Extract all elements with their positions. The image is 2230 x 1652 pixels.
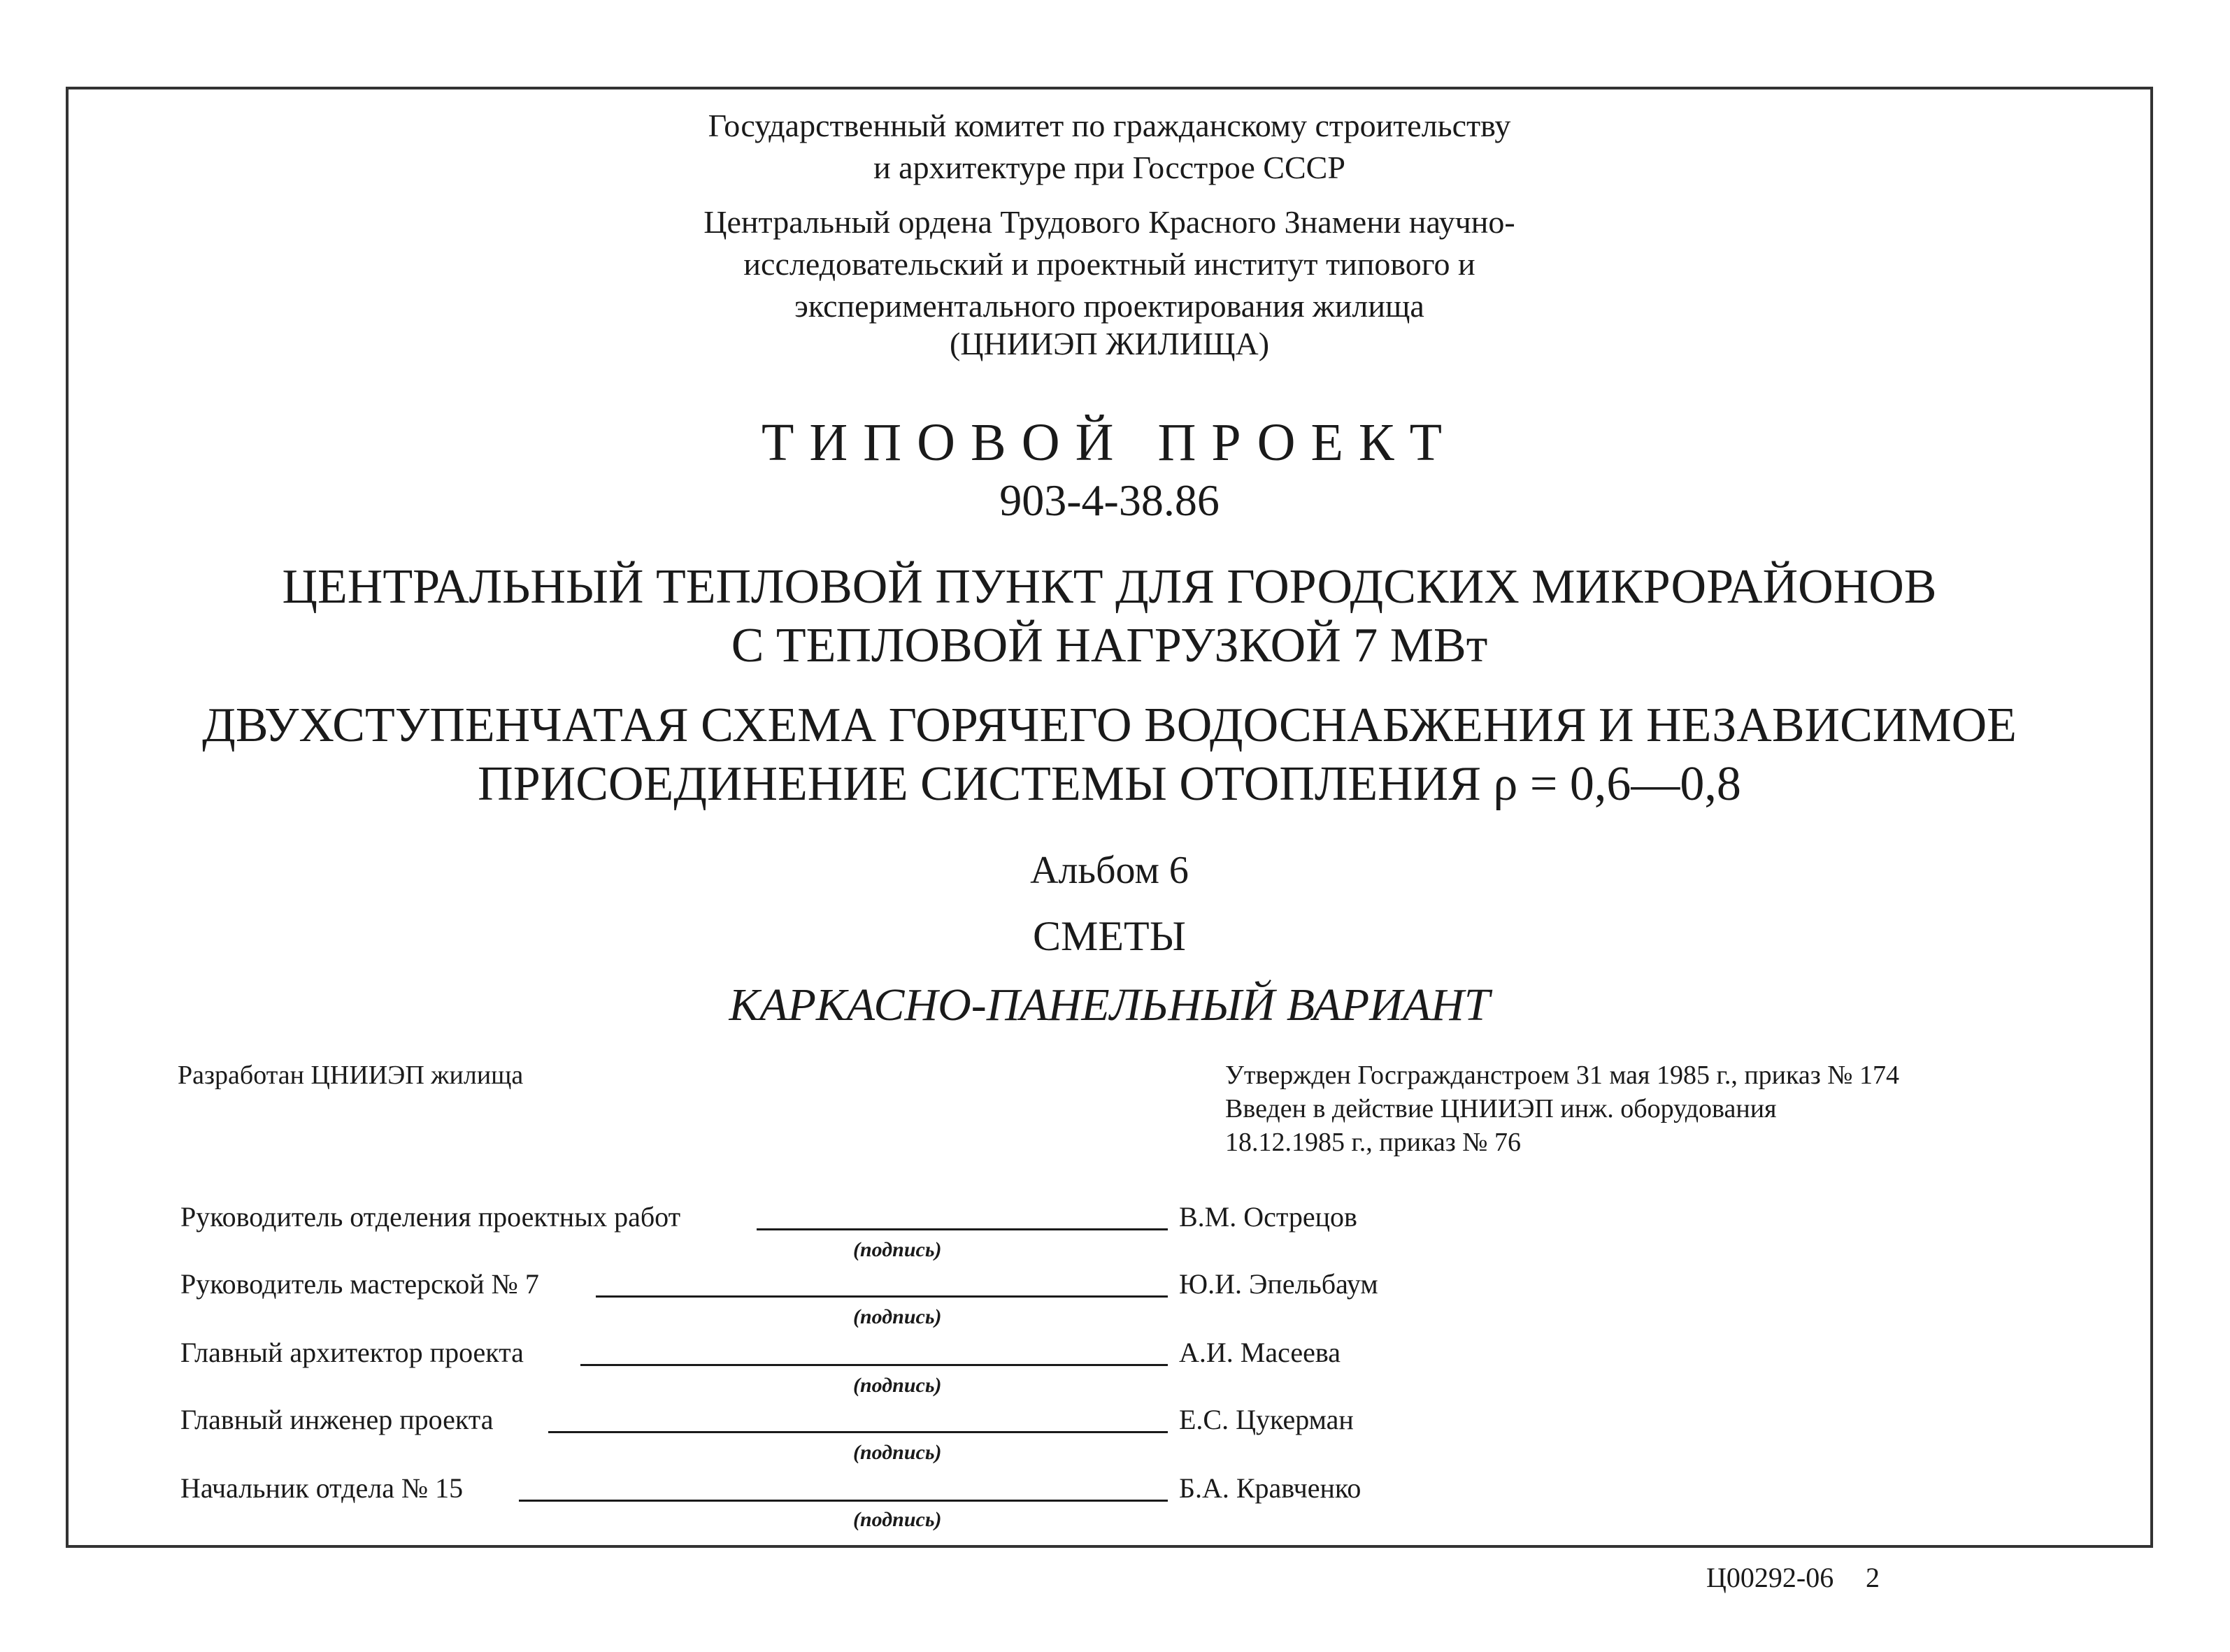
project-number: 903-4-38.86 (999, 475, 1220, 525)
main-title-line-2: С ТЕПЛОВОЙ НАГРУЗКОЙ 7 МВт (731, 619, 1488, 673)
institute-line-2: исследовательский и проектный институт типового и (743, 246, 1475, 282)
signature-name-4: Е.С. Цукерман (1179, 1404, 1354, 1435)
signature-line-1 (757, 1228, 1168, 1230)
project-type-title: ТИПОВОЙ ПРОЕКТ (761, 413, 1458, 472)
signature-role-3: Главный архитектор проекта (180, 1337, 524, 1368)
institute-line-3: экспериментального проектирования жилища (794, 288, 1424, 324)
signature-caption-3: (подпись) (853, 1374, 942, 1397)
variant-label: КАРКАСНО-ПАНЕЛЬНЫЙ ВАРИАНТ (729, 979, 1490, 1030)
signature-line-4 (548, 1431, 1168, 1433)
approval-block (1225, 1058, 1899, 1159)
signature-line-5 (519, 1500, 1168, 1502)
section-label: СМЕТЫ (1033, 913, 1186, 959)
committee-line-2: и архитектуре при Госстрое СССР (873, 150, 1345, 185)
institute-abbreviation: (ЦНИИЭП ЖИЛИЩА) (949, 326, 1270, 361)
project-subtitle (66, 696, 2153, 814)
main-title-line-1: ЦЕНТРАЛЬНЫЙ ТЕПЛОВОЙ ПУНКТ ДЛЯ ГОРОДСКИХ МИКРОРАЙОНОВ (282, 560, 1937, 614)
subtitle-line-2: ПРИСОЕДИНЕНИЕ СИСТЕМЫ ОТОПЛЕНИЯ ρ = 0,6—0,8 (478, 757, 1741, 811)
committee-line-1: Государственный комитет по гражданскому строительству (708, 108, 1511, 143)
institute-line-1: Центральный ордена Трудового Красного Знамени научно- (703, 204, 1515, 240)
signature-caption-1: (подпись) (853, 1238, 942, 1261)
signature-caption-2: (подпись) (853, 1305, 942, 1328)
signature-role-1: Руководитель отделения проектных работ (180, 1201, 681, 1233)
approval-line-2: Введен в действие ЦНИИЭП инж. оборудования (1225, 1094, 1777, 1123)
signature-role-4: Главный инженер проекта (180, 1404, 494, 1435)
signature-line-2 (596, 1295, 1168, 1298)
project-main-title (66, 558, 2153, 675)
institute-heading (66, 201, 2153, 327)
approval-line-1: Утвержден Госгражданстроем 31 мая 1985 г., приказ № 174 (1225, 1061, 1900, 1090)
subtitle-line-1: ДВУХСТУПЕНЧАТАЯ СХЕМА ГОРЯЧЕГО ВОДОСНАБЖЕНИЯ И НЕЗАВИСИМОЕ (202, 698, 2017, 752)
committee-heading (66, 105, 2153, 189)
signature-caption-4: (подпись) (853, 1441, 942, 1464)
signature-role-5: Начальник отдела № 15 (180, 1472, 464, 1504)
signature-line-3 (580, 1364, 1168, 1366)
signature-name-5: Б.А. Кравченко (1179, 1472, 1361, 1504)
album-label: Альбом 6 (1030, 849, 1189, 892)
signature-name-2: Ю.И. Эпельбаум (1179, 1268, 1378, 1300)
document-code: Ц00292-06 (1706, 1562, 1834, 1593)
signature-name-1: В.М. Острецов (1179, 1201, 1357, 1233)
signature-caption-5: (подпись) (853, 1508, 942, 1531)
page-number: 2 (1866, 1562, 1880, 1593)
developed-by: Разработан ЦНИИЭП жилища (178, 1061, 524, 1090)
signature-name-3: А.И. Масеева (1179, 1337, 1341, 1368)
signature-role-2: Руководитель мастерской № 7 (180, 1268, 539, 1300)
approval-line-3: 18.12.1985 г., приказ № 76 (1225, 1128, 1521, 1157)
